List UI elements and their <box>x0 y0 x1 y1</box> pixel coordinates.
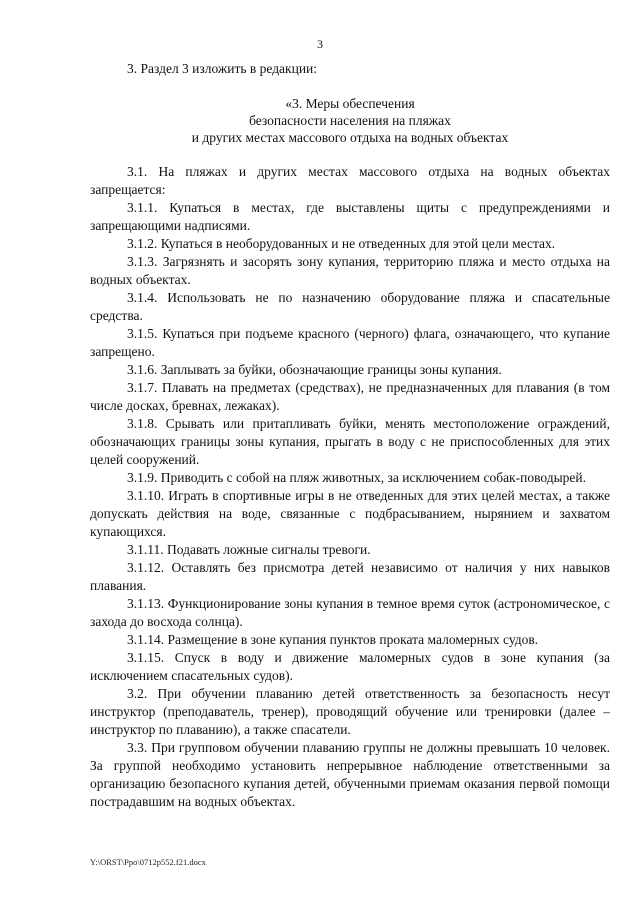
page-number: 3 <box>317 37 323 51</box>
paragraph-3-1-12: 3.1.12. Оставлять без присмотра детей независимо от наличия у них навыков плавания. <box>90 560 610 593</box>
footer-file-path: Y:\ORST\Ppo\0712p552.f21.docx <box>90 857 206 867</box>
paragraph-3-2: 3.2. При обучении плаванию детей ответственность за безопасность несут инструктор (преподаватель, тренер), проводящий обучение или тренировки (далее – инструктор по плаванию), а также спасатели. <box>90 686 610 737</box>
section-title-line-1: «3. Меры обеспечения <box>285 96 415 111</box>
paragraph-3-1-5: 3.1.5. Купаться при подъеме красного (черного) флага, означающего, что купание запрещено. <box>90 326 610 359</box>
paragraph-3-1-14: 3.1.14. Размещение в зоне купания пунктов проката маломерных судов. <box>127 632 539 647</box>
paragraph-3-1-10: 3.1.10. Играть в спортивные игры в не отведенных для этих целей местах, а также допускать действия на воде, связанные с подбрасыванием, нырянием и захватом купающихся. <box>90 488 610 539</box>
paragraph-3-1-15: 3.1.15. Спуск в воду и движение маломерных судов в зоне купания (за исключением спасательных судов). <box>90 650 610 683</box>
paragraph-3-1-11: 3.1.11. Подавать ложные сигналы тревоги. <box>127 542 371 557</box>
section-title <box>90 95 610 146</box>
paragraph-3-1: 3.1. На пляжах и других местах массового отдыха на водных объектах запрещается: <box>90 164 610 197</box>
section-title-line-3: и других местах массового отдыха на водных объектах <box>191 130 509 145</box>
paragraph-3-1-2: 3.1.2. Купаться в необорудованных и не отведенных для этой цели местах. <box>127 236 556 251</box>
paragraph-3-1-3: 3.1.3. Загрязнять и засорять зону купания, территорию пляжа и место отдыха на водных объектах. <box>90 254 610 287</box>
document-body <box>90 60 610 811</box>
section-title-line-2: безопасности населения на пляжах <box>249 113 451 128</box>
paragraph-list <box>90 163 610 811</box>
amendment-intro: 3. Раздел 3 изложить в редакции: <box>127 61 318 76</box>
paragraph-3-1-8: 3.1.8. Срывать или притапливать буйки, менять местоположение ограждений, обозначающих границы зоны купания, прыгать в воду с не приспособленных для этих целей сооружений. <box>90 416 610 467</box>
paragraph-3-1-1: 3.1.1. Купаться в местах, где выставлены щиты с предупреждениями и запрещающими надписями. <box>90 200 610 233</box>
paragraph-3-1-7: 3.1.7. Плавать на предметах (средствах), не предназначенных для плавания (в том числе досках, бревнах, лежаках). <box>90 380 610 413</box>
paragraph-3-1-6: 3.1.6. Заплывать за буйки, обозначающие границы зоны купания. <box>127 362 502 377</box>
paragraph-3-1-13: 3.1.13. Функционирование зоны купания в темное время суток (астрономическое, с захода до восхода солнца). <box>90 596 610 629</box>
paragraph-3-3: 3.3. При групповом обучении плаванию группы не должны превышать 10 человек. За группой необходимо установить непрерывное наблюдение ответственными за организацию безопасного купания детей, обученными приемам оказания первой помощи пострадавшим на водных объектах. <box>90 740 610 809</box>
paragraph-3-1-9: 3.1.9. Приводить с собой на пляж животных, за исключением собак-поводырей. <box>127 470 587 485</box>
paragraph-3-1-4: 3.1.4. Использовать не по назначению оборудование пляжа и спасательные средства. <box>90 290 610 323</box>
